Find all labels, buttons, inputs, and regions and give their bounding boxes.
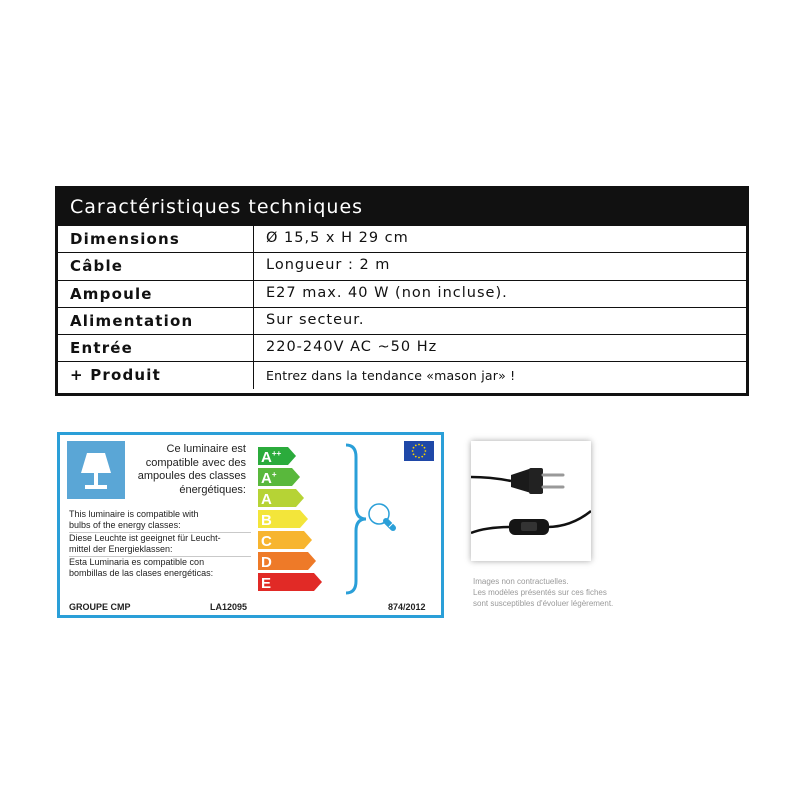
label-brand: GROUPE CMP	[69, 602, 131, 612]
compat-text-de	[69, 533, 249, 557]
spec-row-power	[58, 307, 746, 334]
spec-table-title: Caractéristiques techniques	[58, 189, 746, 225]
spec-row-bulb	[58, 280, 746, 307]
compat-line: mittel der Energieklassen:	[69, 543, 173, 554]
label-model: LA12095	[210, 602, 248, 612]
spec-key: Entrée	[58, 335, 254, 361]
spec-row-dimensions	[58, 225, 746, 252]
spec-value: Sur secteur.	[266, 311, 365, 328]
energy-class-scale	[258, 445, 330, 597]
compat-line: Ce luminaire est	[166, 443, 246, 455]
energy-class-d	[258, 552, 316, 571]
spec-key: Alimentation	[58, 308, 254, 334]
power-plug-icon	[511, 468, 563, 494]
compat-text-en	[69, 509, 249, 533]
compat-text-es	[69, 557, 249, 578]
disclaimer-line: Images non contractuelles.	[473, 577, 569, 586]
energy-class-a	[258, 489, 304, 508]
compat-line: Esta Luminaria es compatible con	[69, 557, 205, 567]
svg-text:D: D	[261, 554, 272, 571]
spec-row-cable	[58, 252, 746, 279]
energy-class-a-plus	[258, 468, 300, 487]
disclaimer-line: sont susceptibles d'évoluer légèrement.	[473, 599, 614, 608]
spec-value: Ø 15,5 x H 29 cm	[266, 230, 409, 246]
curly-brace-icon	[344, 443, 368, 595]
compat-line: This luminaire is compatible with	[69, 509, 199, 519]
compat-line: compatible avec des	[145, 456, 246, 469]
inline-switch-icon	[509, 519, 549, 535]
svg-text:C: C	[261, 533, 272, 550]
spec-row-input	[58, 334, 746, 361]
light-bulb-icon	[366, 501, 400, 535]
compat-text-fr	[130, 443, 246, 497]
power-cable	[471, 527, 511, 533]
disclaimer-line: Les modèles présentés sur ces fiches	[473, 588, 607, 597]
energy-class-c	[258, 531, 312, 550]
lamp-icon	[67, 441, 125, 499]
compat-line: énergétiques:	[179, 483, 246, 496]
compat-line: ampoules des classes	[137, 470, 246, 482]
spec-key: + Produit	[58, 362, 254, 388]
svg-text:A: A	[261, 491, 272, 508]
spec-value: E27 max. 40 W (non incluse).	[266, 284, 508, 301]
label-regulation: 874/2012	[388, 602, 426, 612]
spec-key: Câble	[58, 253, 254, 279]
spec-value: Longueur : 2 m	[266, 257, 391, 274]
disclaimer	[473, 576, 653, 609]
energy-class-e	[258, 573, 322, 592]
compat-line: bulbs of the energy classes:	[69, 519, 181, 530]
spec-row-product	[58, 361, 746, 388]
energy-class-a-plus-plus	[258, 447, 296, 466]
product-photo	[471, 441, 591, 561]
power-cable	[471, 477, 511, 481]
svg-text:A++: A++	[261, 449, 282, 466]
energy-class-b	[258, 510, 308, 529]
energy-label	[57, 432, 444, 618]
svg-text:B: B	[261, 512, 272, 529]
spec-key: Dimensions	[58, 226, 254, 252]
power-cable	[547, 511, 591, 527]
spec-value: Entrez dans la tendance «mason jar» !	[266, 368, 516, 384]
svg-text:A+: A+	[261, 470, 277, 487]
spec-value: 220-240V AC ~50 Hz	[266, 339, 438, 356]
compat-line: bombillas de las clases energéticas:	[69, 567, 214, 578]
spec-key: Ampoule	[58, 281, 254, 307]
spec-table	[55, 186, 749, 396]
eu-flag-icon	[404, 441, 434, 461]
compat-line: Diese Leuchte ist geeignet für Leucht-	[69, 533, 221, 543]
svg-text:E: E	[261, 575, 272, 592]
